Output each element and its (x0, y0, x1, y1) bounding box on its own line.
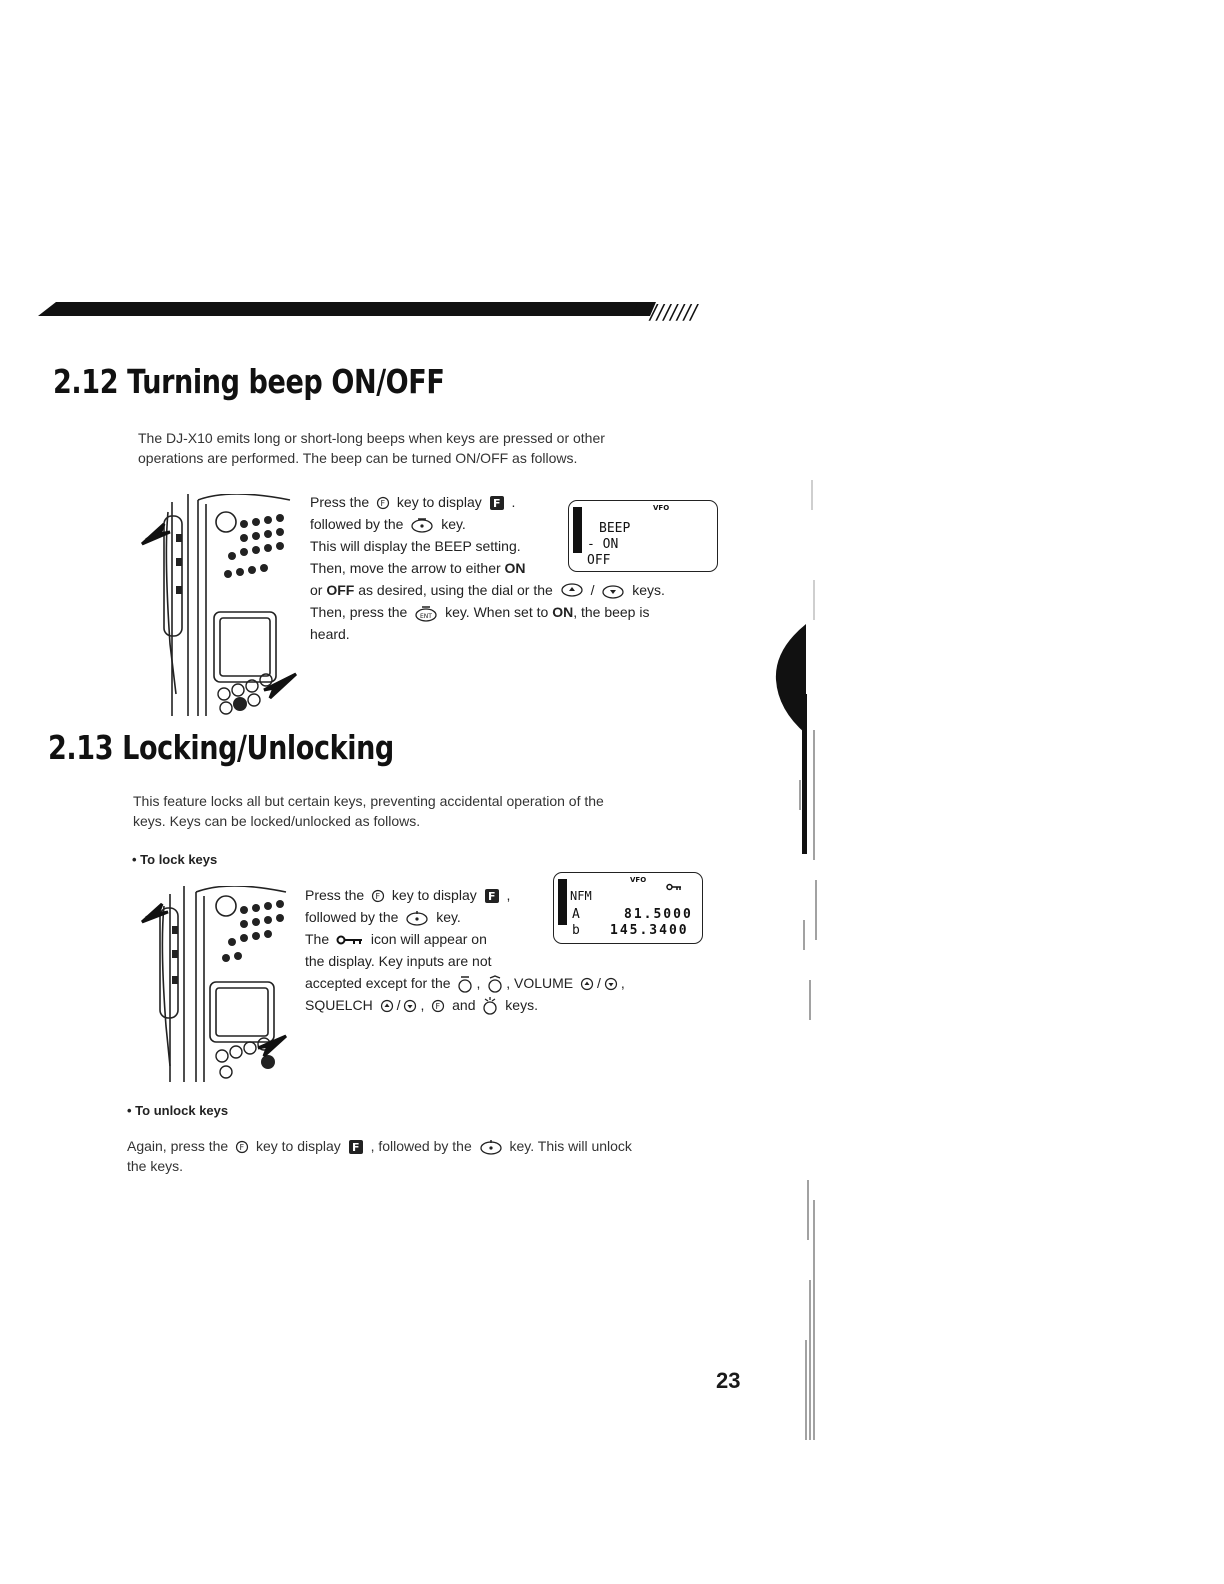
svg-text:F: F (380, 499, 386, 509)
lcd-beep-off: OFF (587, 553, 611, 568)
lcd-vfo-a-label: A (572, 907, 580, 922)
lock-key-icon (479, 1139, 503, 1155)
lock-step-text: Press the (305, 887, 365, 903)
beep-step-text: or (310, 582, 323, 598)
lock-step-text: , (420, 997, 425, 1013)
svg-text:F: F (487, 890, 496, 904)
lcd-vfo-indicator: VFO (630, 876, 647, 884)
lock-step-text: and (452, 997, 476, 1013)
lcd-vfo-b-frequency: 145.3400 (610, 923, 689, 938)
beep-step-text: . (511, 494, 516, 510)
lock-indicator-icon (666, 883, 682, 891)
function-display-icon (489, 495, 505, 511)
lock-step-text: followed by the (305, 909, 399, 925)
beep-step-text: Then, press the (310, 604, 408, 620)
squelch-up-icon (380, 999, 394, 1013)
beep-step-text: key. (441, 516, 466, 532)
squelch-down-icon (403, 999, 417, 1013)
function-key-icon (371, 889, 385, 903)
svg-text:F: F (492, 497, 501, 511)
lcd-mode: NFM (570, 889, 592, 903)
section-header-rule (38, 300, 738, 322)
lcd-beep-on: - ON (587, 537, 619, 552)
beep-intro-line-2: operations are performed. The beep can be turned ON/OFF as follows. (138, 450, 578, 466)
lock-step-text: The (305, 931, 330, 947)
lock-step-text: icon will appear on (370, 931, 487, 947)
lock-step-text: , (506, 887, 511, 903)
beep-step-text: heard. (310, 626, 350, 642)
lock-step-text: , (476, 975, 481, 991)
volume-up-icon (580, 977, 594, 991)
svg-text:F: F (375, 892, 381, 902)
unlock-step-text: the keys. (127, 1158, 184, 1174)
svg-text:F: F (435, 1002, 441, 1012)
lock-step-text: SQUELCH (305, 997, 373, 1013)
lock-symbol-icon (336, 935, 364, 945)
header-hatch: /////// (650, 300, 698, 322)
lock-step-text: the display. Key inputs are not (305, 953, 492, 969)
lock-intro-line-1: This feature locks all but certain keys, preventing accidental operation of the (133, 793, 604, 809)
lamp-key-icon (482, 997, 498, 1015)
key-button-icon (410, 517, 434, 533)
lock-step-text: / (597, 975, 601, 991)
beep-step-text: Press the (310, 494, 370, 510)
beep-on-label: ON (504, 560, 526, 576)
section-title-beep: 2.12 Turning beep ON/OFF (53, 362, 445, 401)
beep-step-text: / (590, 582, 595, 598)
lock-step-text: keys. (505, 997, 538, 1013)
section-title-locking: 2.13 Locking/Unlocking (48, 728, 394, 767)
beep-step-text: , the beep is (573, 604, 650, 620)
lock-keys-heading: • To lock keys (132, 852, 218, 867)
unlock-step-text: key to display (255, 1138, 341, 1154)
beep-step-text: This will display the BEEP setting. (310, 538, 521, 554)
lcd-beep-label: BEEP (599, 521, 631, 536)
monitor-key-icon (487, 975, 503, 993)
power-key-icon (457, 975, 473, 993)
unlock-instructions (127, 1136, 632, 1176)
lock-step-text: / (396, 997, 401, 1013)
beep-step-text: as desired, using the dial or the (358, 582, 553, 598)
lock-step-text: , VOLUME (506, 975, 574, 991)
radio-illustration-lock (140, 886, 290, 1082)
unlock-step-text: , followed by the (370, 1138, 472, 1154)
lock-intro-line-2: keys. Keys can be locked/unlocked as follows. (133, 813, 421, 829)
function-key-icon (376, 496, 390, 510)
lock-step-text: accepted except for the (305, 975, 451, 991)
radio-illustration-beep (140, 494, 300, 716)
beep-step-text: key to display (396, 494, 482, 510)
lcd-vfo-a-frequency: 81.5000 (624, 907, 693, 922)
lock-instructions (305, 884, 625, 1016)
beep-step-text: key. When set to (445, 604, 549, 620)
lcd-vfo-b-label: b (572, 923, 580, 938)
beep-step-text: followed by the (310, 516, 404, 532)
lock-step-text: key. (436, 909, 461, 925)
function-display-icon (484, 888, 500, 904)
function-key-icon (431, 999, 445, 1013)
beep-intro-line-1: The DJ-X10 emits long or short-long beeps when keys are pressed or other (138, 430, 605, 446)
svg-text:F: F (239, 1143, 245, 1153)
svg-text:ENT: ENT (420, 613, 433, 621)
function-display-icon (348, 1139, 364, 1155)
beep-on-label: ON (552, 604, 574, 620)
binding-edge-marks (770, 480, 830, 1440)
lock-key-icon (405, 910, 429, 926)
function-key-icon (235, 1140, 249, 1154)
beep-step-text: Then, move the arrow to either (310, 560, 501, 576)
enter-key-icon (414, 604, 438, 622)
down-key-icon (601, 583, 625, 599)
lock-step-text: , (620, 975, 625, 991)
beep-instructions (310, 491, 665, 645)
unlock-step-text: key. This will unlock (509, 1138, 632, 1154)
up-key-icon (560, 583, 584, 599)
page-number: 23 (716, 1368, 741, 1393)
volume-down-icon (604, 977, 618, 991)
lcd-vfo-indicator: VFO (653, 504, 670, 512)
unlock-step-text: Again, press the (127, 1138, 229, 1154)
unlock-keys-heading: • To unlock keys (127, 1103, 229, 1118)
svg-text:F: F (351, 1141, 360, 1155)
beep-off-label: OFF (326, 582, 355, 598)
lock-step-text: key to display (391, 887, 477, 903)
beep-step-text: keys. (632, 582, 665, 598)
